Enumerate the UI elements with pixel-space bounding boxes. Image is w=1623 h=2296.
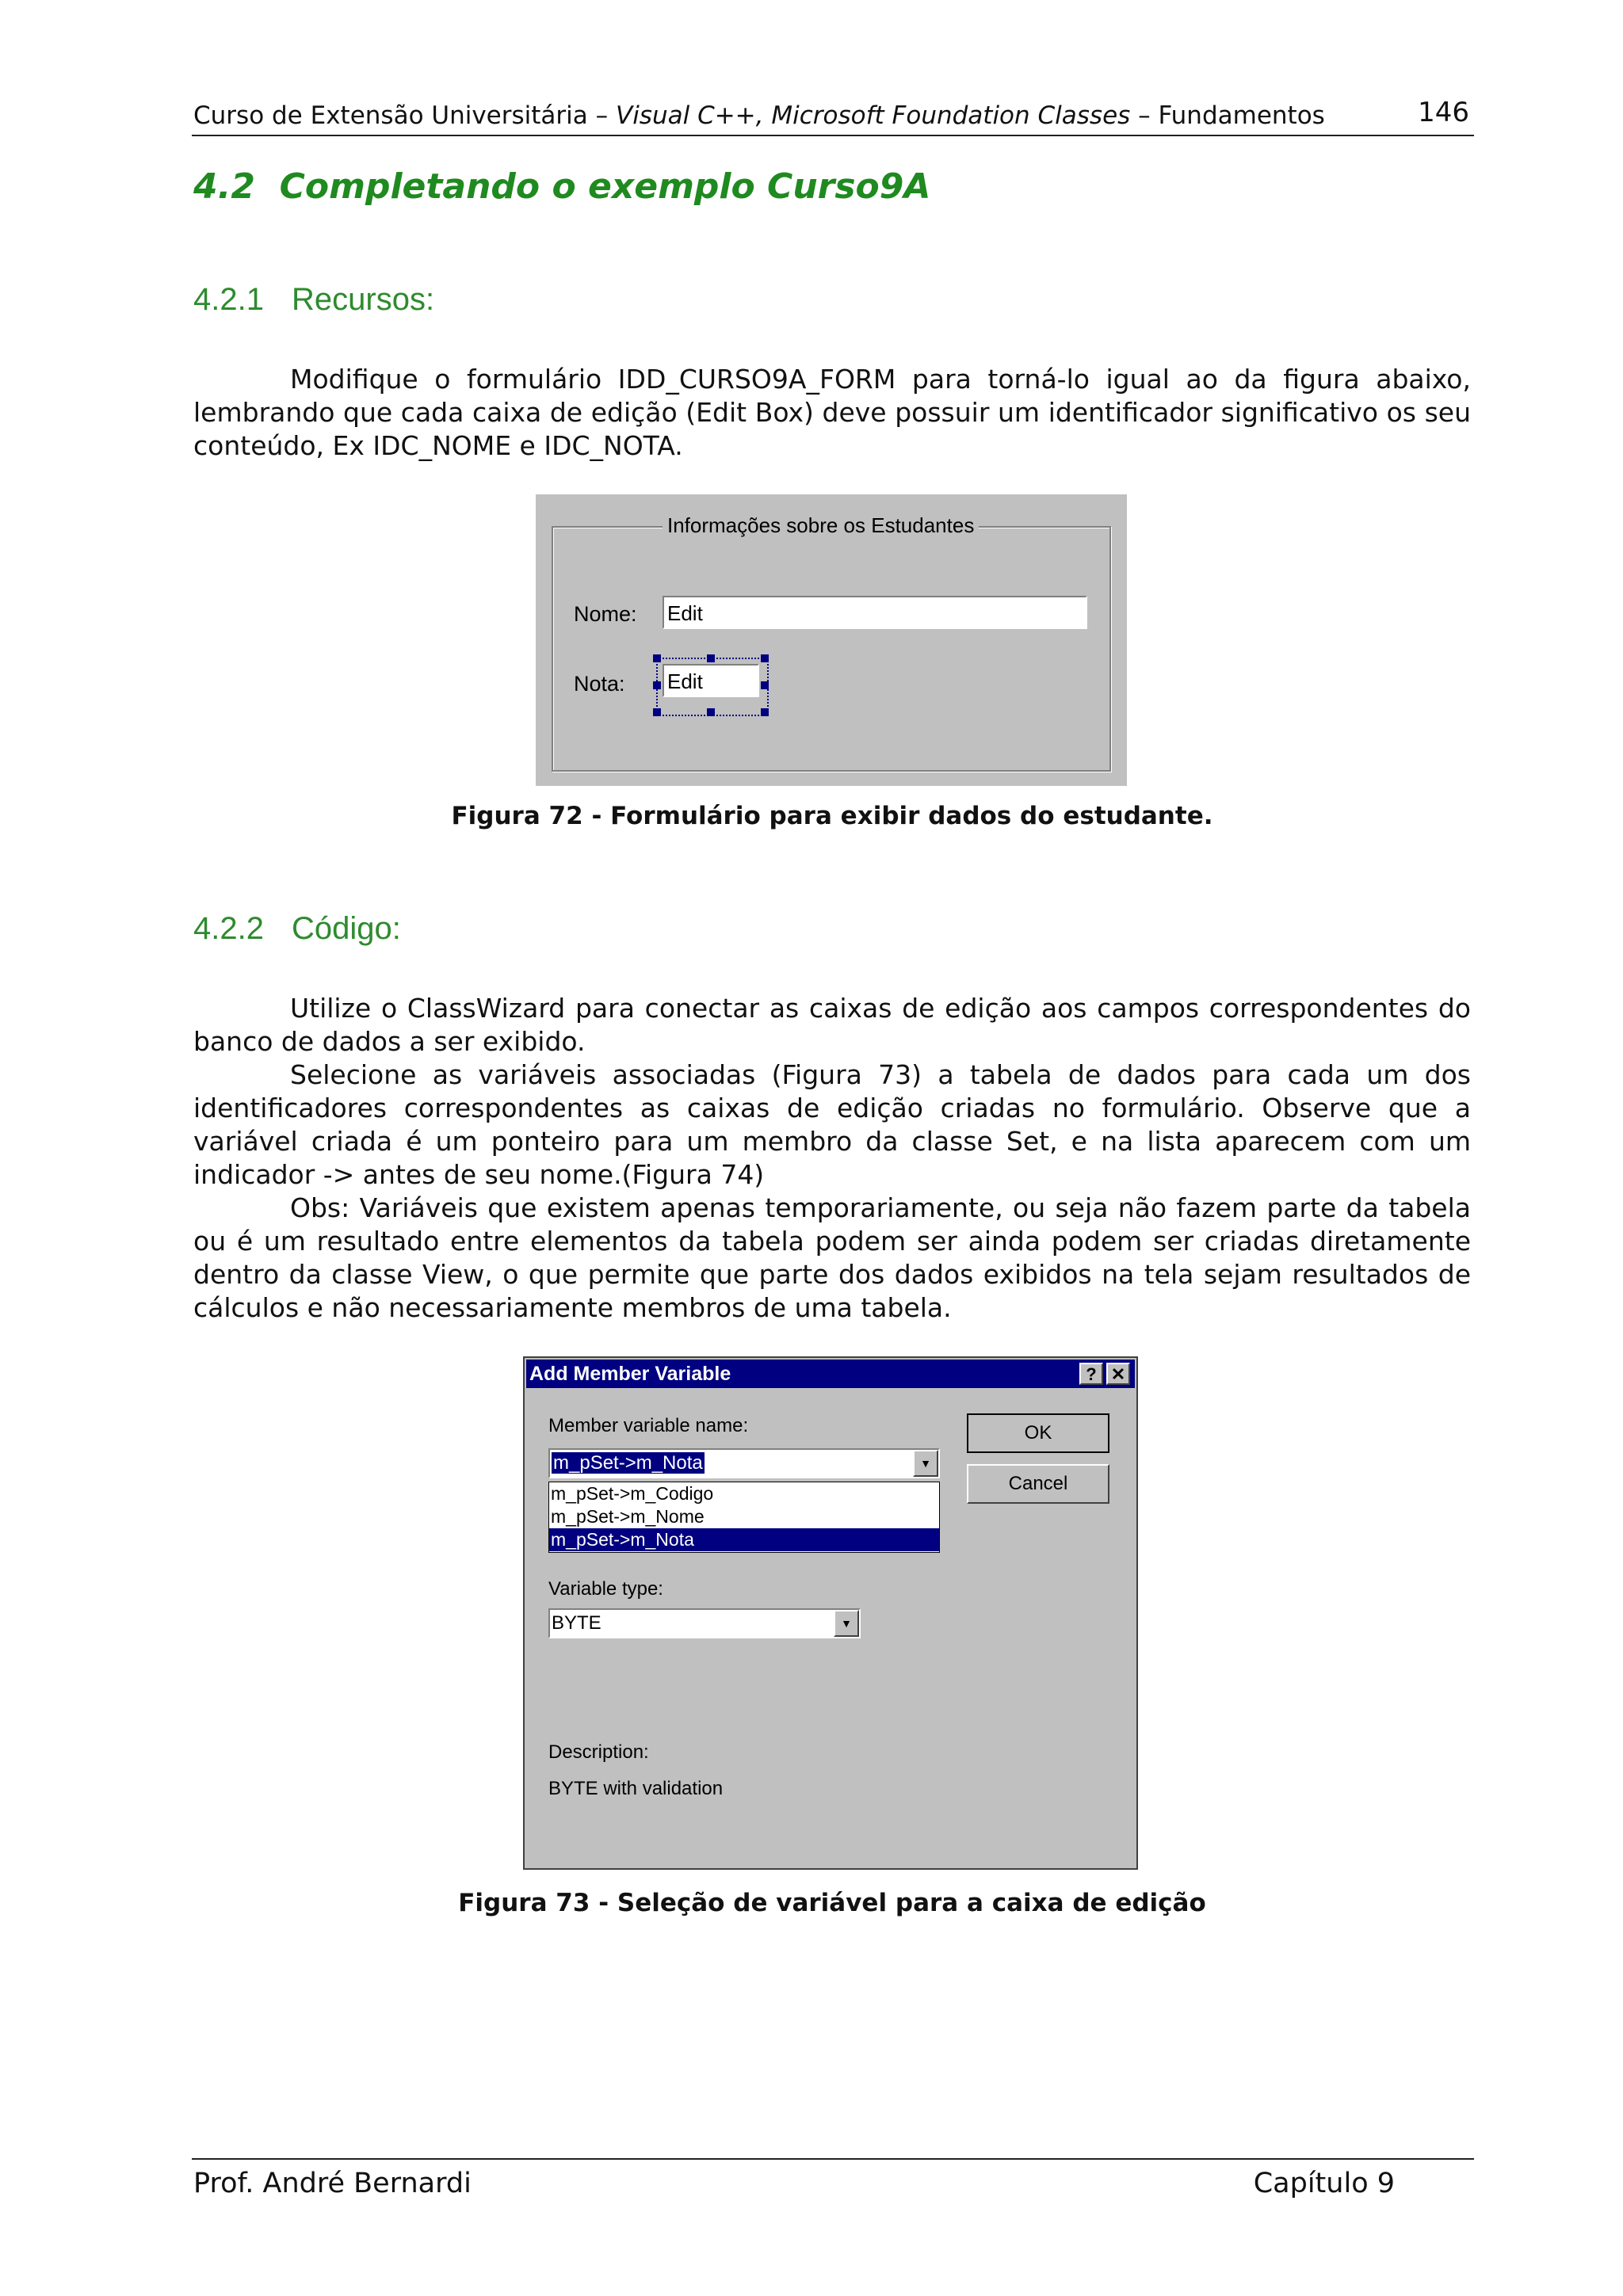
- footer-author: Prof. André Bernardi: [193, 2168, 472, 2199]
- member-name-dropdown-list[interactable]: [548, 1482, 940, 1553]
- dialog-title: Add Member Variable: [529, 1363, 731, 1385]
- subsection-heading-recursos: [193, 282, 434, 318]
- nota-label: Nota:: [574, 672, 625, 696]
- groupbox: [552, 526, 1111, 772]
- chevron-down-icon[interactable]: ▼: [913, 1450, 938, 1477]
- list-item-selected[interactable]: m_pSet->m_Nota: [549, 1528, 939, 1551]
- resize-handle[interactable]: [761, 681, 769, 689]
- description-value: BYTE with validation: [548, 1778, 724, 1799]
- variable-type-label: Variable type:: [548, 1578, 663, 1600]
- footer-chapter: Capítulo 9: [1253, 2168, 1395, 2199]
- resize-handle[interactable]: [653, 681, 661, 689]
- page-footer: [192, 2158, 1474, 2207]
- member-name-combo[interactable]: [548, 1448, 940, 1478]
- paragraph-codigo: [193, 992, 1471, 1325]
- resize-handle[interactable]: [653, 708, 661, 716]
- nome-edit-box[interactable]: Edit: [663, 596, 1087, 629]
- cancel-button[interactable]: Cancel: [967, 1464, 1109, 1504]
- paragraph-text: Selecione as variáveis associadas (Figura 73) a tabela de dados para cada um dos identificadores correspondentes as caixas de edição criadas no formulário. Observe que a variável criada é um ponteiro para um membro da classe Set, e na lista aparecem com um indicador -> antes de seu nome.(Figura 74): [193, 1059, 1471, 1190]
- resize-handle[interactable]: [707, 708, 715, 716]
- variable-type-value: BYTE: [552, 1612, 601, 1634]
- nota-edit-box[interactable]: Edit: [663, 664, 759, 697]
- resize-handle[interactable]: [707, 654, 715, 662]
- paragraph-text: Obs: Variáveis que existem apenas temporariamente, ou seja não fazem parte da tabela ou é um resultado entre elementos da tabela podem ser ainda podem ser criadas diretamente dentro da classe View, o que permite que parte dos dados exibidos na tela sejam resultados de cálculos e não necessariamente membros de uma tabela.: [193, 1192, 1471, 1323]
- description-label: Description:: [548, 1741, 649, 1763]
- resize-handle[interactable]: [761, 654, 769, 662]
- subsection-heading-codigo: [193, 911, 401, 947]
- resize-handle[interactable]: [653, 654, 661, 662]
- groupbox-title: Informações sobre os Estudantes: [663, 513, 979, 538]
- help-button[interactable]: ?: [1079, 1363, 1103, 1385]
- list-item[interactable]: m_pSet->m_Nome: [551, 1506, 705, 1527]
- subsection-title: Código:: [292, 911, 401, 946]
- header-section: – Fundamentos: [1138, 101, 1325, 130]
- member-name-label: Member variable name:: [548, 1415, 749, 1436]
- paragraph-text: Utilize o ClassWizard para conectar as caixas de edição aos campos correspondentes do banco de dados a ser exibido.: [193, 993, 1471, 1057]
- nome-label: Nome:: [574, 602, 637, 626]
- subsection-title: Recursos:: [292, 282, 435, 317]
- header-course: Curso de Extensão Universitária –: [193, 101, 609, 130]
- header-title: [193, 101, 1325, 130]
- list-item[interactable]: m_pSet->m_Codigo: [551, 1483, 714, 1504]
- page-number: 146: [1418, 97, 1469, 128]
- section-title: Completando o exemplo Curso9A: [279, 166, 931, 207]
- paragraph-recursos: [193, 363, 1471, 463]
- page-header: [192, 95, 1474, 136]
- section-number: 4.2: [193, 166, 255, 207]
- subsection-number: 4.2.2: [193, 911, 264, 946]
- figure-73-dialog: [523, 1356, 1138, 1870]
- subsection-number: 4.2.1: [193, 282, 264, 317]
- header-subject: Visual C++, Microsoft Foundation Classes: [615, 101, 1131, 130]
- figure-72-form: [536, 494, 1127, 786]
- resize-handle[interactable]: [761, 708, 769, 716]
- chevron-down-icon[interactable]: ▼: [834, 1610, 859, 1637]
- paragraph-text: Modifique o formulário IDD_CURSO9A_FORM para torná-lo igual ao da figura abaixo, lembrando que cada caixa de edição (Edit Box) deve possuir um identificador significativo os seu conteúdo, Ex IDC_NOME e IDC_NOTA.: [193, 364, 1471, 461]
- member-name-value: m_pSet->m_Nota: [553, 1452, 703, 1474]
- figure-73-caption: Figura 73 - Seleção de variável para a caixa de edição: [458, 1889, 1206, 1917]
- ok-button[interactable]: OK: [967, 1413, 1109, 1453]
- close-button[interactable]: ✕: [1106, 1363, 1130, 1385]
- figure-72-caption: Figura 72 - Formulário para exibir dados do estudante.: [451, 802, 1213, 830]
- variable-type-combo[interactable]: [548, 1608, 861, 1638]
- dialog-titlebar[interactable]: [526, 1360, 1135, 1388]
- section-heading: [193, 166, 930, 207]
